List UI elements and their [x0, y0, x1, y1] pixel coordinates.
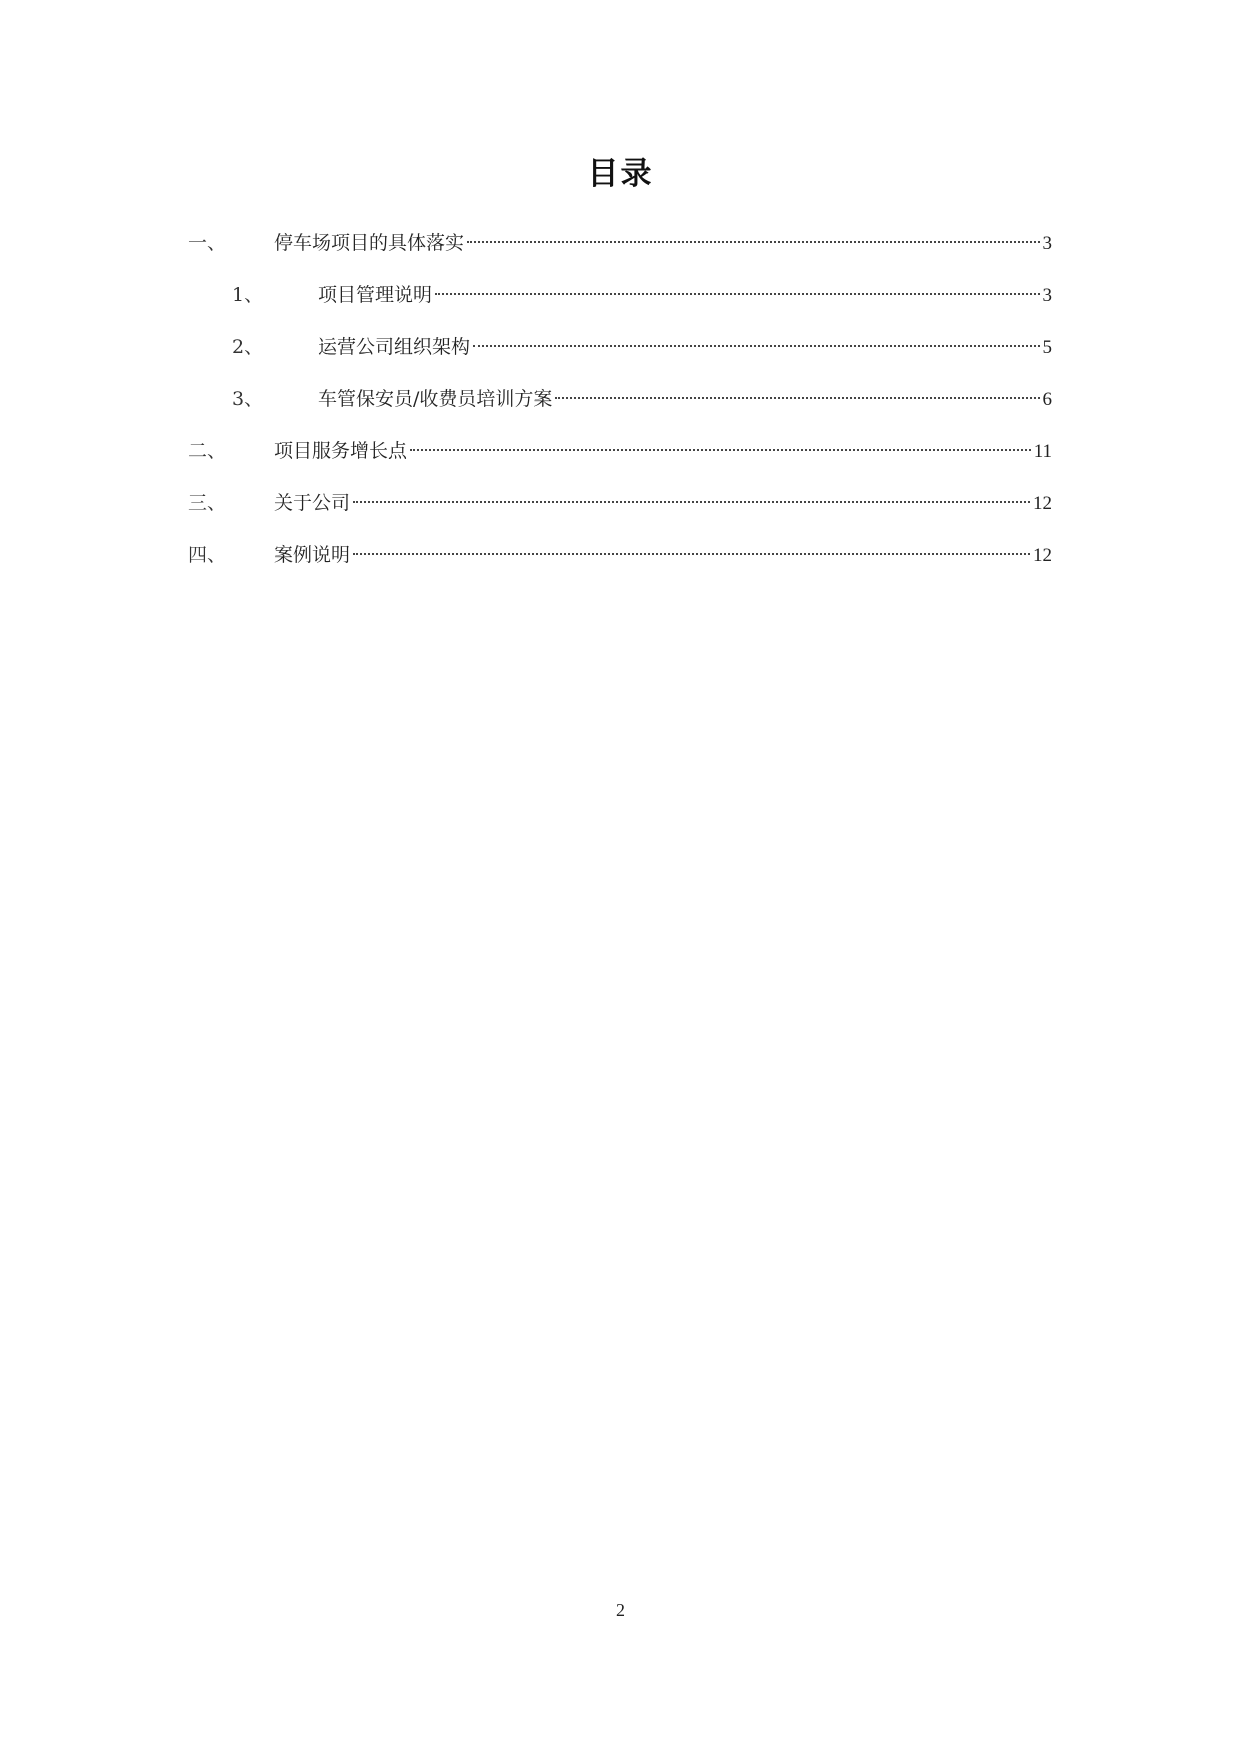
toc-entry-page: 3: [1042, 285, 1052, 306]
dot-leader: [555, 397, 1039, 399]
dot-leader: [467, 241, 1039, 243]
toc-title: 目录: [587, 156, 654, 192]
toc-entry-number: 二、: [188, 440, 227, 462]
page-number: 2: [616, 1600, 625, 1620]
toc-entry-page: 12: [1033, 493, 1052, 514]
toc-entry-page: 6: [1042, 389, 1052, 410]
toc-entry[interactable]: [188, 488, 1052, 518]
toc-entry-page: 12: [1033, 545, 1052, 566]
dot-leader: [473, 345, 1039, 347]
toc-entry[interactable]: [232, 332, 1052, 362]
toc-entry-title: 车管保安员/收费员培训方案: [318, 388, 553, 410]
toc-entry-title: 项目管理说明: [318, 284, 433, 306]
toc-entry-page: 11: [1033, 441, 1052, 462]
toc-entry-number: 四、: [188, 544, 227, 566]
toc-entry-title: 运营公司组织架构: [318, 336, 471, 358]
toc-entry-number: 一、: [188, 232, 227, 254]
toc-entry[interactable]: [188, 436, 1052, 466]
toc-entry-title: 关于公司: [274, 492, 351, 514]
toc-entry-title: 案例说明: [274, 544, 351, 566]
toc-entry-page: 5: [1042, 337, 1052, 358]
toc-entry[interactable]: [188, 540, 1052, 570]
toc-entry[interactable]: [188, 228, 1052, 258]
toc-entry-number: 3、: [232, 388, 264, 410]
toc-entry-number: 1、: [232, 284, 264, 306]
toc-entry[interactable]: [232, 384, 1052, 414]
toc-entry-title: 停车场项目的具体落实: [274, 232, 465, 254]
dot-leader: [353, 553, 1030, 555]
dot-leader: [435, 293, 1039, 295]
dot-leader: [353, 501, 1030, 503]
toc-entry-number: 三、: [188, 492, 227, 514]
toc-entry-number: 2、: [232, 336, 264, 358]
dot-leader: [410, 449, 1031, 451]
toc-entry-title: 项目服务增长点: [274, 440, 408, 462]
toc-entry[interactable]: [232, 280, 1052, 310]
toc-entry-page: 3: [1042, 233, 1052, 254]
